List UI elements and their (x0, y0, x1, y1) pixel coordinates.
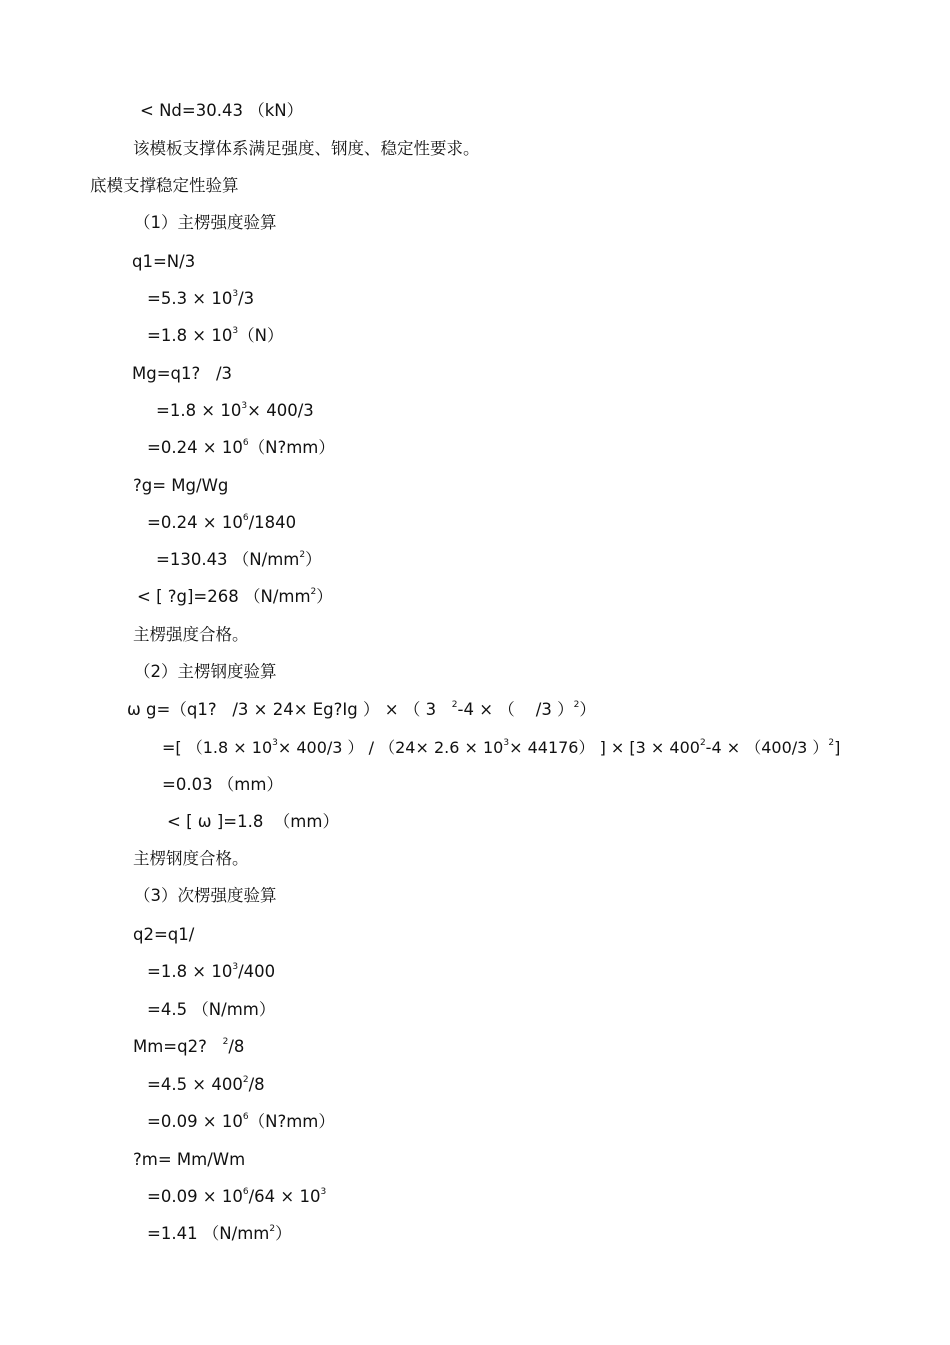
line-l02: 该模板支撑体系满足强度、钢度、稳定性要求。 (133, 139, 480, 158)
line-l27: $=4.5 \times 400^2/8$ (147, 1075, 265, 1094)
line-l26: Mm=q2? $^2$/8 (133, 1037, 245, 1056)
conclusion-main-strength: 主楞强度合格。 (133, 625, 249, 644)
line-l10: $=0.24 \times 10^6(N?mm)$ (147, 438, 335, 457)
line-l28: $=0.09 \times 10^6(N?mm)$ (147, 1112, 335, 1131)
subsection-heading: （1）主楞强度验算 (134, 213, 277, 232)
line-l23: q2=q1/ (133, 925, 195, 944)
line-l05: q1=N/3 (132, 252, 196, 271)
line-l18: =[ （$1.8 \times 10^3\times 400/3$ ） / $(24\times 2.6 \times 10^3\times 44176)$ ] × [$3 \times 400^2-4 \times (400/3$ ）$^2$] (162, 738, 841, 757)
line-l09: $=1.8 \times 10^3\times 400/3$ (156, 401, 314, 420)
line-l11: ?g= Mg/Wg (133, 476, 229, 495)
line-l19: =0.03 （mm） (162, 775, 283, 794)
line-l17: ω g=（q1? /3 × 24× Eg?Ig ） × （ 3 $^2$-4 × （ /3 ）$^2$） (127, 700, 596, 719)
subsection-heading: （3）次楞强度验算 (134, 886, 277, 905)
line-l07: $=1.8 \times 10^3(N)$ (147, 326, 284, 345)
subsection-heading: （2）主楞钢度验算 (134, 662, 277, 681)
line-l29: ?m= Mm/Wm (133, 1150, 246, 1169)
line-l08: Mg=q1? /3 (132, 364, 233, 383)
line-l24: $=1.8 \times 10^3/400$ (147, 962, 276, 981)
line-l13: =130.43 $(N/mm^2)$ (156, 550, 322, 569)
line-l01: < Nd=30.43 （kN） (140, 101, 304, 120)
line-l20: < [ ω ]=1.8 （mm） (167, 812, 339, 831)
line-l12: $=0.24 \times 10^6/1840$ (147, 513, 297, 532)
line-l30: $=0.09 \times 10^6/64 \times 10^3$ (147, 1187, 327, 1206)
line-l06: $=5.3 \times 10^3/3$ (147, 289, 255, 308)
section-heading: 底模支撑稳定性验算 (90, 176, 239, 195)
line-l25: =4.5 （N/mm） (147, 1000, 276, 1019)
line-l14: < [ ?g]=268 $(N/mm^2)$ (137, 587, 333, 606)
line-l31: =1.41 $(N/mm^2)$ (147, 1224, 292, 1243)
conclusion-main-stiffness: 主楞钢度合格。 (133, 849, 249, 868)
